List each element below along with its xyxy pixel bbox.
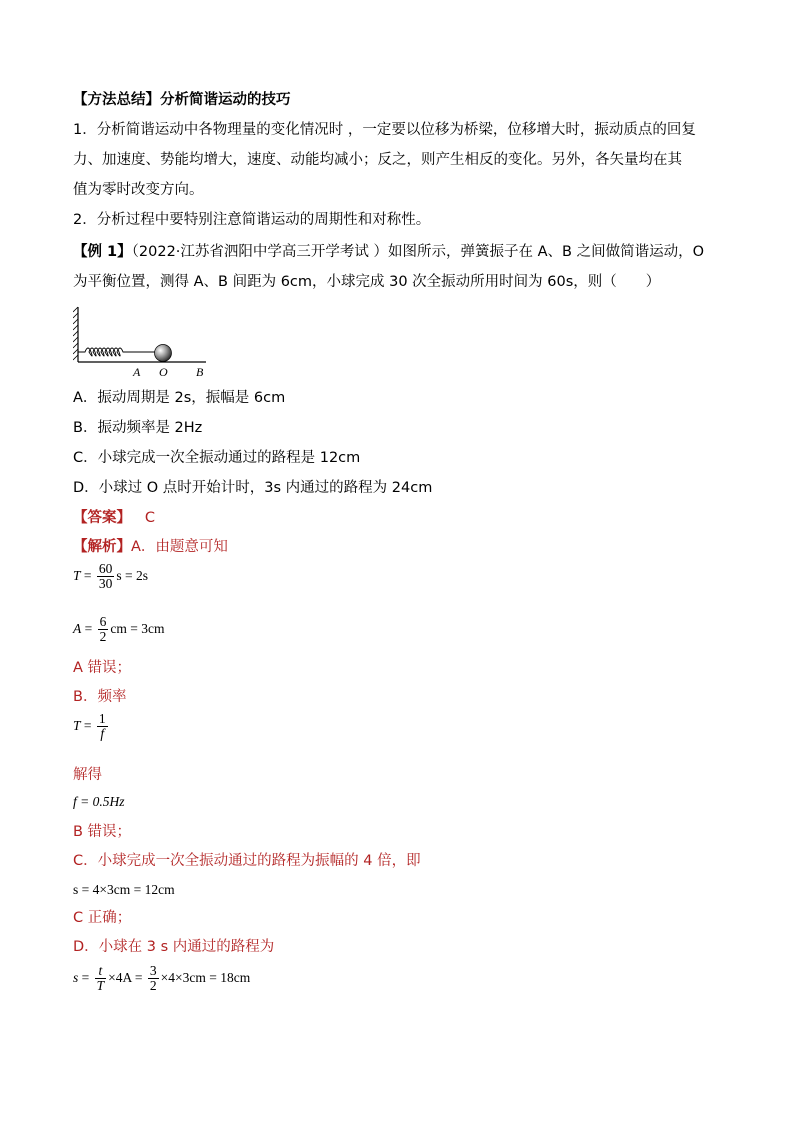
answer-value: C — [144, 510, 155, 526]
c-intro: C．小球完成一次全振动通过的路程为振幅的 4 倍，即 — [73, 853, 421, 869]
spring-oscillator-diagram — [73, 302, 213, 382]
b-intro: B．频率 — [73, 689, 127, 705]
label-o: O — [159, 365, 168, 379]
method-summary-title: 【方法总结】分析简谐运动的技巧 — [73, 92, 291, 108]
a-wrong: A 错误； — [73, 660, 132, 676]
equation-path-d: s = $\frac{t}{T}$ ×4A = $\frac{3}{2}$ ×4×3cm = 18cm — [73, 963, 251, 994]
solve-word: 解得 — [73, 767, 102, 783]
label-a: A — [133, 365, 141, 379]
c-right: C 正确； — [73, 910, 132, 926]
answer-line — [73, 508, 155, 528]
example-label: 【例 1】 — [73, 244, 132, 260]
example-question-line-1: （2022·江苏省泗阳中学高三开学考试 ）如图所示，弹簧振子在 A、B 之间做简谐运动，O — [131, 244, 705, 260]
method-paragraph-1-line-3: 值为零时改变方向。 — [73, 182, 204, 198]
spring-icon — [78, 348, 155, 356]
equation-path-c: s = 4×3cm = 12cm — [73, 882, 175, 897]
answer-label: 【答案】 — [73, 510, 131, 526]
b-wrong: B 错误； — [73, 824, 132, 840]
equation-amplitude: A = $\frac{6}{2}$ cm = 3cm — [73, 614, 165, 645]
analysis-line — [73, 537, 228, 557]
analysis-a-intro: A．由题意可知 — [131, 539, 228, 555]
equation-frequency-result: f = 0.5Hz — [73, 794, 125, 809]
option-a: A．振动周期是 2s，振幅是 6cm — [73, 390, 286, 406]
ball-icon — [155, 345, 172, 362]
equation-frequency: T = $\frac{1}{f}$ — [73, 711, 106, 742]
option-d: D．小球过 O 点时开始计时，3s 内通过的路程为 24cm — [73, 480, 433, 496]
example-line-1 — [73, 242, 704, 262]
option-b: B．振动频率是 2Hz — [73, 420, 203, 436]
method-paragraph-1-line-2: 力、加速度、势能均增大，速度、动能均减小；反之，则产生相反的变化。另外，各矢量均在其 — [73, 152, 682, 168]
equation-period: T = $\frac{60}{30}$ s = 2s — [73, 561, 149, 592]
example-question-line-2: 为平衡位置，测得 A、B 间距为 6cm，小球完成 30 次全振动所用时间为 60s，则（ ） — [73, 274, 661, 290]
label-b: B — [196, 365, 204, 379]
option-c: C．小球完成一次全振动通过的路程是 12cm — [73, 450, 361, 466]
method-paragraph-2: 2．分析过程中要特别注意简谐运动的周期性和对称性。 — [73, 212, 431, 228]
method-paragraph-1-line-1: 1．分析简谐运动中各物理量的变化情况时 ，一定要以位移为桥梁，位移增大时，振动质点的回复 — [73, 122, 696, 138]
analysis-label: 【解析】 — [73, 539, 131, 555]
wall-icon — [73, 307, 78, 362]
d-intro: D．小球在 3 s 内通过的路程为 — [73, 939, 275, 955]
